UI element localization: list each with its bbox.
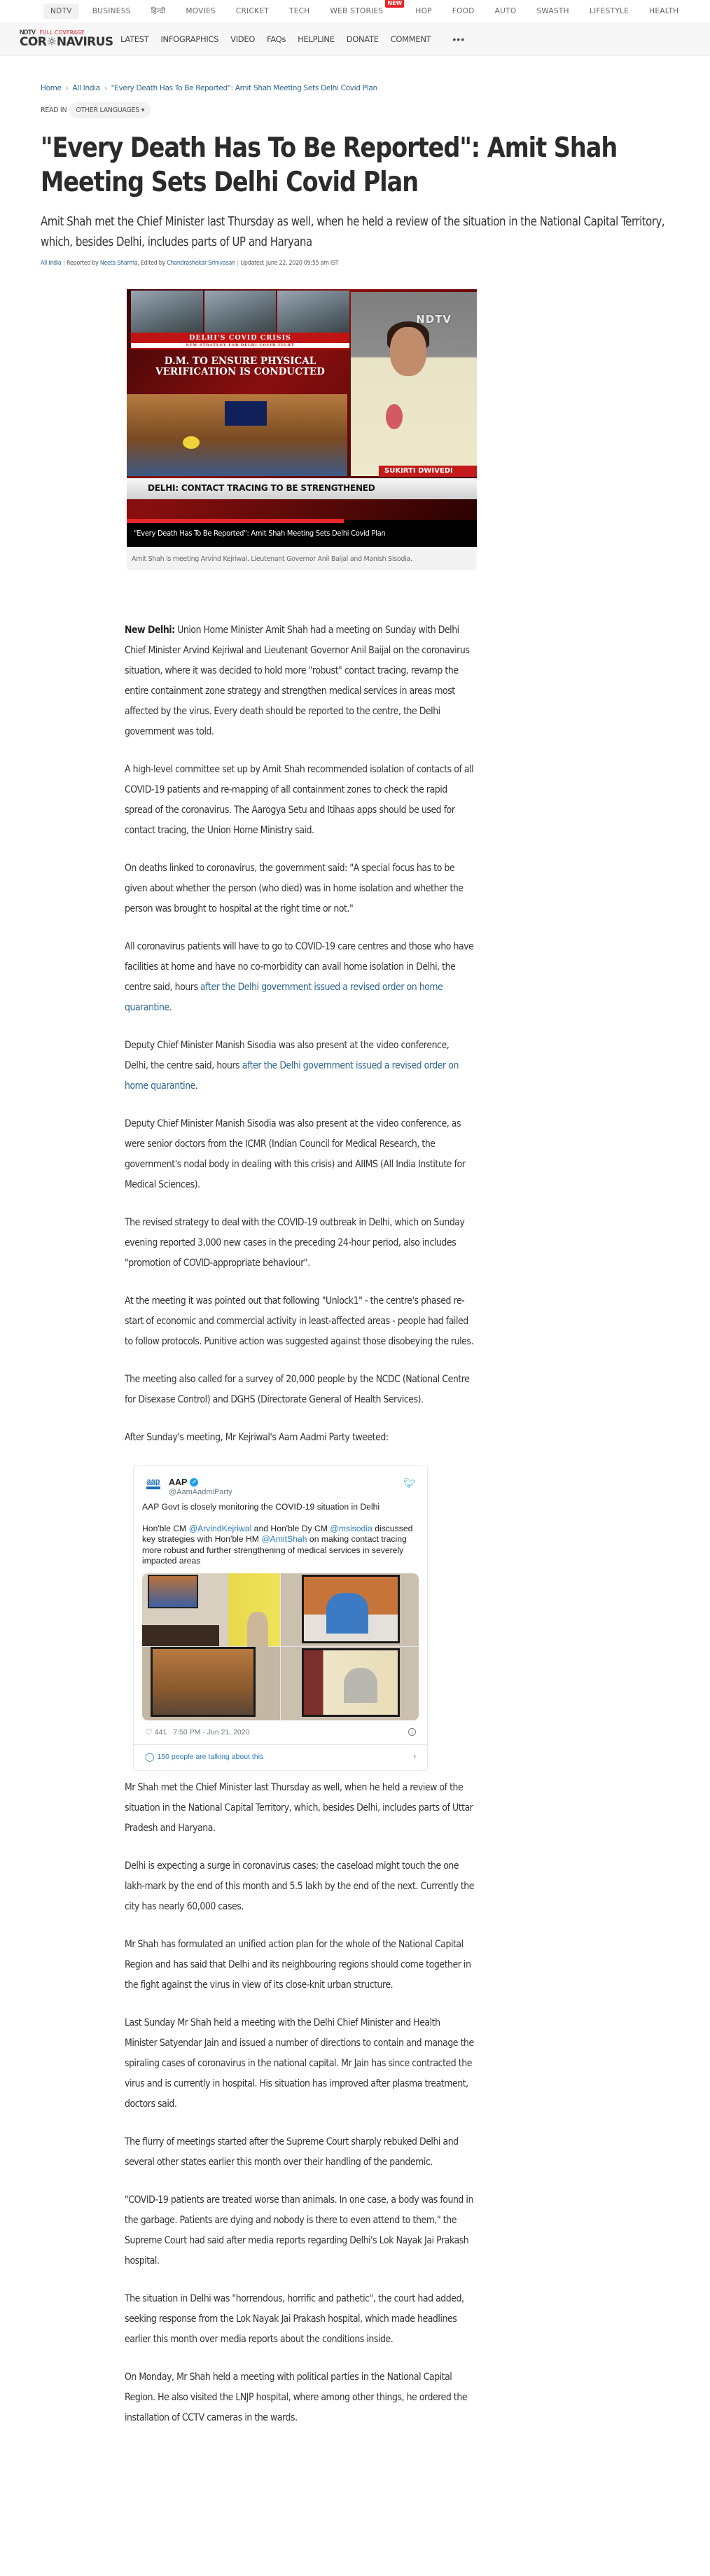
paragraph-text: After Sunday's meeting, Mr Kejriwal's Aam Aadmi Party tweeted: bbox=[125, 1432, 389, 1443]
logo-tag: FULL COVERAGE bbox=[39, 29, 85, 36]
conference-image bbox=[127, 394, 347, 476]
tweet-text-segment: and Hon'ble Dy CM bbox=[251, 1523, 330, 1533]
network-nav-label: FOOD bbox=[452, 7, 475, 15]
network-nav-item[interactable] bbox=[144, 3, 173, 20]
network-nav-item[interactable] bbox=[43, 4, 79, 19]
speech-bubble-icon: ◯ bbox=[145, 1751, 155, 1762]
video-player[interactable] bbox=[127, 289, 477, 547]
chevron-right-icon: › bbox=[413, 1752, 416, 1761]
video-frame bbox=[127, 289, 477, 520]
coronavirus-logo[interactable] bbox=[20, 29, 113, 49]
network-nav-item[interactable] bbox=[323, 0, 403, 19]
talking-count: 150 people are talking about this bbox=[157, 1752, 264, 1761]
video-progress-fill bbox=[127, 519, 344, 523]
network-nav-item[interactable] bbox=[529, 4, 576, 19]
network-nav bbox=[0, 0, 710, 22]
article-paragraph bbox=[125, 1114, 475, 1195]
network-nav-label: HEALTH bbox=[649, 7, 679, 15]
reporter-name: SUKIRTI DWIVEDI bbox=[379, 466, 477, 477]
network-nav-label: AUTO bbox=[494, 7, 517, 15]
tweet-handle[interactable]: @AamAadmiParty bbox=[169, 1488, 232, 1496]
network-nav-label: BUSINESS bbox=[92, 7, 131, 15]
paragraph-text: Union Home Minister Amit Shah had a meeting on Sunday with Delhi Chief Minister Arvind Kejriwal and Lieutenant Governor Anil Baijal on the coronavirus situation, where it was decided to hold more "robust" contact tracing, revamp the entire containment zone strategy and strengthen medical services in areas most affected by the virus. Every death should be reported to the centre, the Delhi government was told. bbox=[125, 625, 470, 737]
article-summary: Amit Shah met the Chief Minister last Thursday as well, when he held a review of the situation in the National Capital Territory, which, besides Delhi, includes parts of UP and Haryana bbox=[41, 215, 665, 249]
breadcrumb-home[interactable]: Home bbox=[41, 84, 62, 92]
tweet-mention-link[interactable]: @ArvindKejriwal bbox=[188, 1523, 252, 1533]
tweet-photo[interactable] bbox=[281, 1573, 419, 1647]
tweet-mention-link[interactable]: @msisodia bbox=[330, 1523, 373, 1533]
article-paragraph: Mr Shah met the Chief Minister last Thursday as well, when he held a review of the situation in the National Capital Territory, which, besides Delhi, includes parts of Uttar Pradesh and Haryana. bbox=[125, 1781, 473, 1834]
crisis-text: DELHI'S COVID CRISIS bbox=[189, 334, 291, 342]
updated-timestamp: Updated: June 22, 2020 09:55 am IST bbox=[240, 260, 339, 267]
network-nav-label: TECH bbox=[288, 7, 310, 15]
network-nav-label: HOP bbox=[415, 7, 432, 15]
paragraph-text: . bbox=[195, 1080, 198, 1092]
network-nav-label: हिन्दी bbox=[151, 7, 166, 15]
video-caption: Amit Shah is meeting Arvind Kejriwal, Lieutenant Governor Anil Baijal and Manish Sisodia. bbox=[127, 547, 477, 570]
article-paragraph bbox=[125, 1036, 475, 1096]
editor-link[interactable]: Chandrashekar Srinivasan bbox=[167, 260, 235, 267]
video-title[interactable]: "Every Death Has To Be Reported": Amit Shah Meeting Sets Delhi Covid Plan bbox=[134, 529, 386, 538]
tweet-photo[interactable] bbox=[281, 1647, 419, 1720]
article-paragraph bbox=[125, 1291, 475, 1352]
coronavirus-nav-item[interactable]: DONATE bbox=[346, 34, 379, 44]
article-paragraph bbox=[125, 937, 475, 1018]
article-paragraph: The flurry of meetings started after the Supreme Court sharply rebuked Delhi and several other states earlier this month over their handling of the pandemic. bbox=[125, 2136, 459, 2168]
network-nav-label: MOVIES bbox=[186, 7, 216, 15]
more-menu-icon[interactable]: ••• bbox=[452, 33, 466, 45]
article-body bbox=[125, 620, 475, 2428]
tweet-text-segment: Hon'ble CM bbox=[142, 1523, 189, 1533]
paragraph-text: On deaths linked to coronavirus, the government said: "A special focus has to be given about whether the person (who died) was in home isolation and whether the person was brought to hospital at the right time or not." bbox=[125, 863, 464, 914]
network-nav-item[interactable] bbox=[282, 4, 316, 19]
coronavirus-nav-item[interactable]: FAQs bbox=[267, 34, 286, 44]
article-paragraph: On Monday, Mr Shah held a meeting with political parties in the National Capital Region. He also visited the LNJP hospital, where among other things, he ordered the installation of CCTV cameras in the wards. bbox=[125, 2371, 468, 2423]
page-title: "Every Death Has To Be Reported": Amit Shah Meeting Sets Delhi Covid Plan bbox=[41, 132, 618, 198]
dateline: New Delhi: bbox=[125, 625, 175, 636]
chevron-right-icon: › bbox=[104, 84, 107, 92]
divider: | bbox=[237, 260, 239, 267]
article-paragraph: Mr Shah has formulated an unified action plan for the whole of the National Capital Region and has said that Delhi and its neighbouring regions should come together in the fight against the virus in view of its close-knit urban structure. bbox=[125, 1938, 471, 1991]
divider: | bbox=[63, 260, 65, 267]
coronavirus-nav bbox=[0, 22, 710, 56]
paragraph-text: A high-level committee set up by Amit Shah recommended isolation of contacts of all COVID-19 patients and re-mapping of all containment zones to check the rapid spread of the coronavirus. The Aarogya Setu and Itihaas apps should be used for contact tracing, the Union Home Ministry said. bbox=[125, 764, 474, 836]
avatar-text: aap bbox=[146, 1477, 160, 1486]
tweet-line: AAP Govt is closely monitoring the COVID-19 situation in Delhi bbox=[142, 1502, 380, 1512]
network-nav-item[interactable] bbox=[179, 4, 223, 19]
paragraph-text: Deputy Chief Minister Manish Sisodia was also present at the video conference, as were senior doctors from the ICMR (Indian Council for Medical Research, the government's nodal body in dealing with this crisis) and AIIMS (All India Institute for Medical Sciences). bbox=[125, 1118, 466, 1190]
category-link[interactable]: All India bbox=[41, 260, 62, 267]
network-nav-item[interactable] bbox=[488, 4, 524, 19]
paragraph-text: The meeting also called for a survey of 20,000 people by the NCDC (National Centre for Disexase Control) and DGHS (Directorate General of Health Services). bbox=[125, 1374, 470, 1405]
paragraph-text: The revised strategy to deal with the COVID-19 outbreak in Delhi, which on Sunday evening reported 3,000 new cases in the preceding 24-hour period, also includes "promotion of COVID-appropriate behaviour". bbox=[125, 1217, 465, 1269]
tweet-text-segment: on making contact tracing more robust and further strengthening of medical services in severely impacted areas bbox=[142, 1534, 407, 1566]
tweet-line bbox=[142, 1524, 419, 1567]
breadcrumb-current[interactable]: "Every Death Has To Be Reported": Amit Shah Meeting Sets Delhi Covid Plan bbox=[111, 84, 377, 92]
embedded-tweet[interactable] bbox=[133, 1465, 428, 1771]
dm-text: D.M. TO ENSURE PHYSICAL VERIFICATION IS CONDUCTED bbox=[155, 356, 325, 377]
paragraph-text: Deputy Chief Minister Manish Sisodia was also present at the video conference, Delhi, the centre said, hours bbox=[125, 1040, 450, 1071]
byline bbox=[41, 260, 595, 267]
other-languages-dropdown[interactable]: OTHER LANGUAGES ▾ bbox=[69, 102, 151, 118]
logo-brand: NDTV bbox=[20, 29, 36, 36]
hospital-thumbnails bbox=[131, 291, 349, 333]
breadcrumb-all-india[interactable]: All India bbox=[72, 84, 100, 92]
reported-by-label: Reported by bbox=[67, 260, 100, 267]
paragraph-text: At the meeting it was pointed out that following "Unlock1" - the centre's phased re-start of economic and commercial activity in least-affected areas - people had failed to follow protocols. Punitive action was suggested against those disobeying the rules. bbox=[125, 1295, 473, 1347]
strategy-text: NEW STRATEGY FOR DELHI COVID FIGHT bbox=[131, 343, 349, 348]
tweet-timestamp[interactable]: 7:50 PM - Jun 21, 2020 bbox=[173, 1727, 250, 1736]
microphone-icon bbox=[386, 404, 403, 429]
network-nav-item[interactable] bbox=[642, 4, 685, 19]
video-embed bbox=[127, 289, 477, 570]
article-paragraph: Delhi is expecting a surge in coronavirus cases; the caseload might touch the one lakh-mark by the end of this month and 5.5 lakh by the end of the next. Currently the city has nearly 60,000 cases. bbox=[125, 1860, 474, 1912]
network-nav-item[interactable] bbox=[85, 4, 138, 19]
read-in-languages bbox=[41, 102, 669, 118]
verified-badge-icon: ✓ bbox=[190, 1478, 198, 1487]
coronavirus-nav-item[interactable]: COMMENT bbox=[390, 34, 431, 44]
logo-word: COR☼NAVIRUS bbox=[20, 35, 113, 49]
reporter-image bbox=[351, 292, 477, 476]
article-paragraph bbox=[125, 620, 475, 742]
paragraph-text: . bbox=[169, 1002, 172, 1013]
article-paragraph bbox=[125, 1370, 475, 1410]
info-icon[interactable]: i bbox=[408, 1728, 416, 1736]
video-progress-bar[interactable] bbox=[127, 519, 477, 523]
edited-by-label: , Edited by bbox=[137, 260, 167, 267]
breadcrumb bbox=[41, 84, 669, 92]
coronavirus-nav-item[interactable]: INFOGRAPHICS bbox=[160, 34, 219, 44]
tweet-text-segment: discussed key strategies with Hon'ble HM bbox=[142, 1523, 413, 1544]
network-nav-item[interactable] bbox=[445, 4, 482, 19]
coronavirus-nav-item[interactable]: LATEST bbox=[120, 34, 149, 44]
network-nav-label: LIFESTYLE bbox=[589, 7, 629, 15]
heart-icon[interactable]: ♡ bbox=[145, 1727, 153, 1737]
tweet-mention-link[interactable]: @AmitShah bbox=[261, 1534, 307, 1544]
tweet-header bbox=[134, 1466, 427, 1496]
network-nav-label: SWASTH bbox=[536, 7, 569, 15]
network-nav-label: NDTV bbox=[50, 7, 72, 15]
paragraph-text: All coronavirus patients will have to go to COVID-19 care centres and those who have facilities at home and have no co-morbidity can avail home isolation in Delhi, the centre said, hours bbox=[125, 941, 474, 993]
coronavirus-nav-item[interactable]: VIDEO bbox=[230, 34, 256, 44]
read-in-label: READ IN bbox=[41, 106, 67, 114]
chevron-right-icon: › bbox=[65, 84, 69, 92]
headline-strap: DELHI: CONTACT TRACING TO BE STRENGTHENED bbox=[127, 478, 477, 499]
article-paragraph: The situation in Delhi was "horrendous, horrific and pathetic", the court had added, seeking response from the Lok Nayak Jai Prakash hospital, which made headlines earlier this month over media reports about the conditions inside. bbox=[125, 2292, 464, 2345]
tweet-media-grid[interactable] bbox=[142, 1573, 419, 1720]
coronavirus-nav-items bbox=[120, 34, 443, 44]
channel-logo: NDTV bbox=[416, 313, 452, 326]
inline-link[interactable]: after the Delhi government issued a revised order on home quarantine bbox=[125, 982, 443, 1013]
coronavirus-nav-item[interactable]: HELPLINE bbox=[298, 34, 335, 44]
tweet-photo[interactable] bbox=[142, 1573, 280, 1647]
article-paragraph bbox=[125, 760, 475, 841]
reporter-link[interactable]: Neeta Sharma bbox=[99, 260, 138, 267]
tweet-conversation-link[interactable] bbox=[134, 1744, 427, 1770]
inline-link[interactable]: after the Delhi government issued a revised order on home quarantine bbox=[125, 1060, 459, 1092]
new-badge: NEW bbox=[385, 0, 404, 8]
tweet-photo[interactable] bbox=[142, 1647, 280, 1720]
tweet-author[interactable] bbox=[169, 1477, 232, 1487]
network-nav-label: CRICKET bbox=[235, 7, 269, 15]
avatar[interactable] bbox=[145, 1477, 162, 1496]
article-header bbox=[0, 84, 710, 267]
twitter-bird-icon[interactable]: 🐦︎ bbox=[403, 1477, 416, 1489]
network-nav-item[interactable] bbox=[583, 4, 636, 19]
network-nav-item[interactable] bbox=[229, 4, 276, 19]
article-paragraph bbox=[125, 1213, 475, 1274]
tweet-text bbox=[134, 1496, 427, 1567]
article-paragraph bbox=[125, 1428, 475, 1448]
article-paragraph: Last Sunday Mr Shah held a meeting with the Delhi Chief Minister and Health Minister Satyendar Jain and issued a number of directions to contain and manage the spiraling cases of coronavirus in the national capital. Mr Jain has since contracted the virus and is currently in hospital. His situation has improved after plasma treatment, doctors said. bbox=[125, 2017, 474, 2110]
like-count[interactable]: 441 bbox=[154, 1727, 167, 1736]
tweet-author-name: AAP bbox=[169, 1477, 188, 1487]
article-paragraph: "COVID-19 patients are treated worse than animals. In one case, a body was found in the garbage. Patients are dying and nobody is there to even attend to them," the Supreme Court had said after media reports regarding Delhi's Lok Nayak Jai Prakash hospital. bbox=[125, 2194, 473, 2267]
crisis-banner bbox=[131, 333, 349, 349]
network-nav-item[interactable] bbox=[408, 4, 438, 19]
tweet-meta bbox=[134, 1720, 427, 1744]
article-paragraph bbox=[125, 858, 475, 919]
network-nav-label: WEB STORIES bbox=[330, 7, 384, 15]
